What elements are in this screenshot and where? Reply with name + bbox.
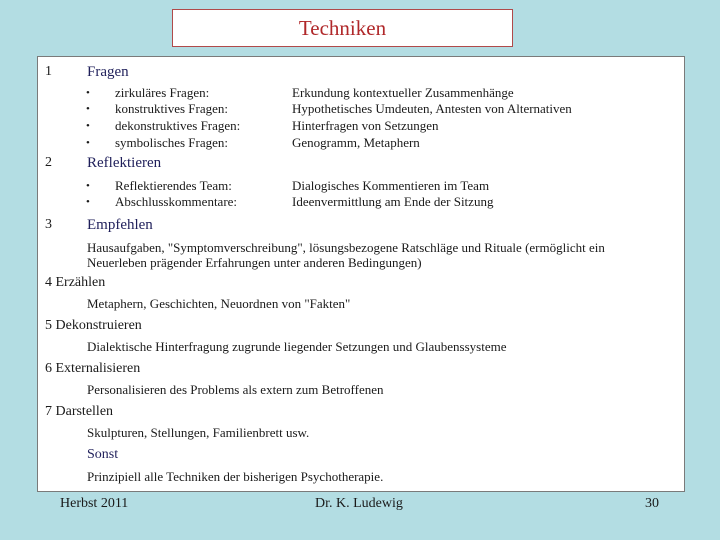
s1-item-3-label: dekonstruktives Fragen: xyxy=(115,118,241,133)
s1-item-3-desc: Hinterfragen von Setzungen xyxy=(292,118,439,133)
footer-date: Herbst 2011 xyxy=(60,496,129,511)
section-5-heading: 5 Dekonstruieren xyxy=(45,318,142,333)
s2-item-1-label: Reflektierendes Team: xyxy=(115,178,232,193)
section-3-number: 3 xyxy=(45,217,52,232)
slide-title: Techniken xyxy=(298,15,387,40)
bullet-icon: • xyxy=(86,103,90,115)
content-panel xyxy=(37,56,685,492)
section-4-heading: 4 Erzählen xyxy=(45,275,106,290)
bullet-icon: • xyxy=(86,87,90,99)
slide-title-box xyxy=(172,9,513,47)
section-4-text: Metaphern, Geschichten, Neuordnen von "Fakten" xyxy=(87,296,351,311)
s1-item-1-desc: Erkundung kontextueller Zusammenhänge xyxy=(292,85,514,100)
s1-item-2-desc: Hypothetisches Umdeuten, Antesten von Alternativen xyxy=(292,101,572,116)
s1-item-4-desc: Genogramm, Metaphern xyxy=(292,135,420,150)
section-6-heading: 6 Externalisieren xyxy=(45,361,141,376)
section-2-number: 2 xyxy=(45,155,52,170)
section-7-heading: 7 Darstellen xyxy=(45,404,114,419)
s2-item-1-desc: Dialogisches Kommentieren im Team xyxy=(292,178,490,193)
page-number: 30 xyxy=(645,496,659,511)
section-1-number: 1 xyxy=(45,64,52,79)
s2-item-2-label: Abschlusskommentare: xyxy=(115,194,238,209)
bullet-icon: • xyxy=(86,196,90,208)
section-2-heading: Reflektieren xyxy=(87,155,162,171)
bullet-icon: • xyxy=(86,180,90,192)
section-7-text: Skulpturen, Stellungen, Familienbrett usw. xyxy=(87,425,310,440)
bullet-icon: • xyxy=(86,137,90,149)
section-6-text: Personalisieren des Problems als extern zum Betroffenen xyxy=(87,382,384,397)
bullet-icon: • xyxy=(86,120,90,132)
s1-item-4-label: symbolisches Fragen: xyxy=(115,135,229,150)
section-3-heading: Empfehlen xyxy=(87,217,153,233)
s2-item-2-desc: Ideenvermittlung am Ende der Sitzung xyxy=(292,194,494,209)
s1-item-1-label: zirkuläres Fragen: xyxy=(115,85,210,100)
section-1-heading: Fragen xyxy=(87,64,129,80)
footer-author: Dr. K. Ludewig xyxy=(315,496,403,511)
sonst-heading: Sonst xyxy=(87,447,119,462)
s1-item-2-label: konstruktives Fragen: xyxy=(115,101,229,116)
sonst-text: Prinzipiell alle Techniken der bisherigen Psychotherapie. xyxy=(87,469,384,484)
section-3-text-line-2: Neuerleben prägender Erfahrungen unter anderen Bedingungen) xyxy=(87,255,422,270)
section-3-text-line-1: Hausaufgaben, "Symptomverschreibung", lösungsbezogene Ratschläge und Rituale (ermöglicht ein xyxy=(87,240,605,255)
section-5-text: Dialektische Hinterfragung zugrunde liegender Setzungen und Glaubenssysteme xyxy=(87,339,507,354)
